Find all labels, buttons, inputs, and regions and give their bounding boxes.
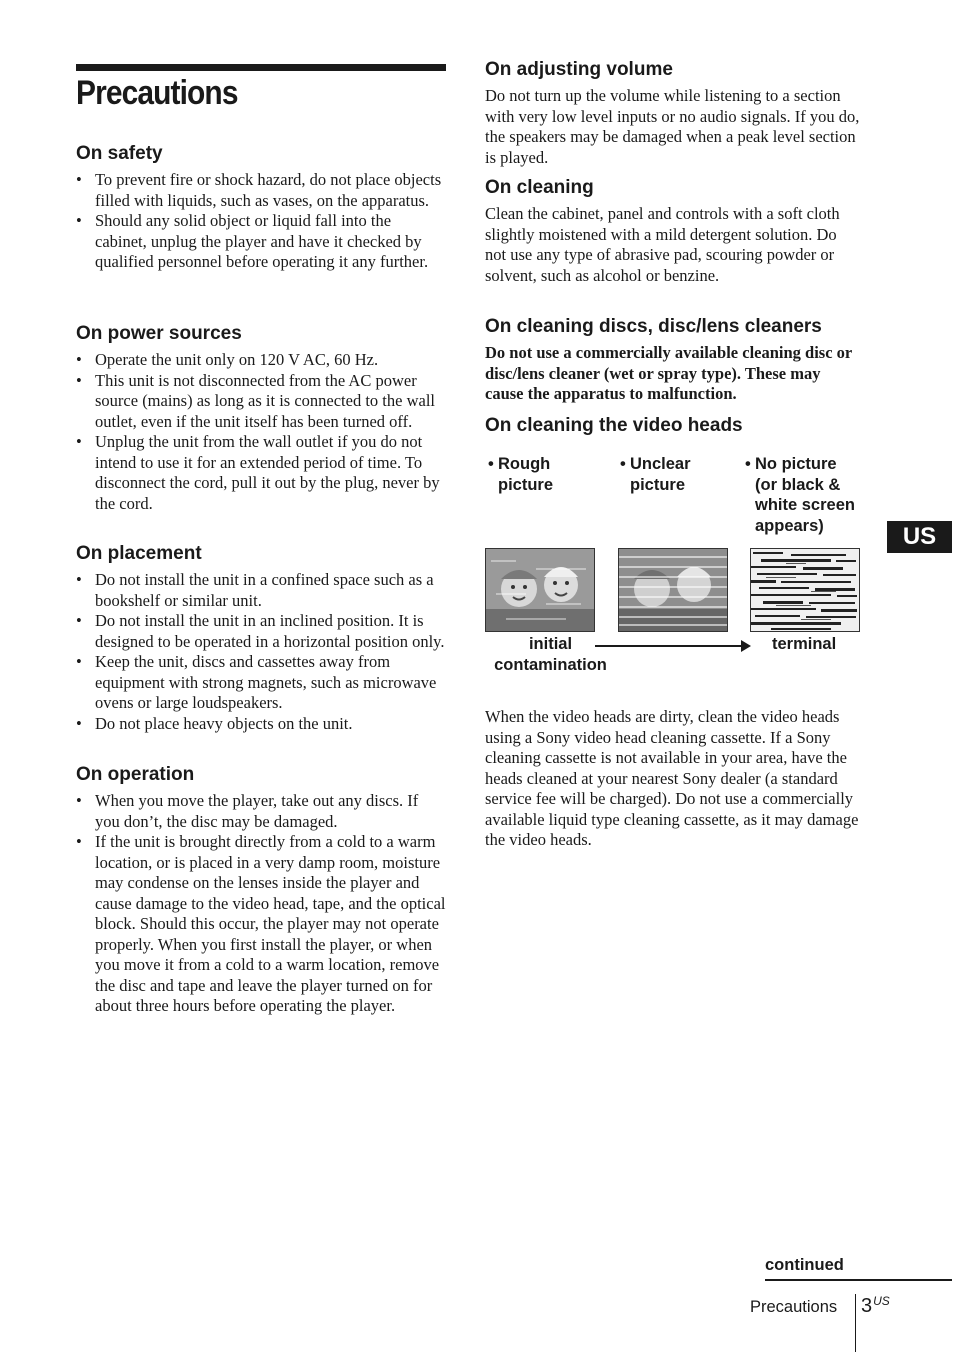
continued-label: continued (765, 1256, 844, 1274)
list-item: • This unit is not disconnected from the AC power source (mains) as long as it is connected to the wall outlet, even if the unit itself has been turned off. (76, 371, 446, 433)
label-terminal: terminal (772, 635, 837, 653)
section-operation (76, 763, 446, 1017)
video-head-figure (485, 452, 865, 682)
section-cleaning-discs (485, 315, 860, 405)
section-heading: On placement (76, 543, 202, 564)
section-power-sources (76, 322, 446, 514)
section-heading: On adjusting volume (485, 59, 673, 80)
list-item: • When you move the player, take out any discs. If you don’t, the disc may be damaged. (76, 791, 446, 832)
label-line: picture (630, 475, 686, 494)
progression-arrow (595, 645, 747, 647)
footer-section-label: Precautions (750, 1298, 838, 1316)
label-line: appears) (755, 516, 824, 535)
section-text: Clean the cabinet, panel and controls with a soft cloth slightly moistened with a mild detergent solution. Do not use any type of abrasive pad, scouring powder or solvent, such as alcohol or benzine. (485, 204, 840, 285)
page-number-suffix: US (873, 1294, 890, 1308)
list-item: • Do not install the unit in an inclined position. It is designed to be operated in a horizontal position only. (76, 611, 446, 652)
section-heading: On power sources (76, 323, 242, 344)
list-item: • Keep the unit, discs and cassettes away from equipment with strong magnets, such as microwave ovens or large loudspeakers. (76, 652, 446, 714)
continued-rule (765, 1279, 952, 1281)
label-line: picture (498, 475, 554, 494)
section-text: Do not turn up the volume while listening to a section with very low level inputs or no audio signals. If you do, the speakers may be damaged when a peak level section is played. (485, 86, 860, 167)
label-line: contamination (494, 655, 607, 674)
list-item: • Should any solid object or liquid fall into the cabinet, unplug the player and have it checked by qualified personnel before operating it any further. (76, 211, 446, 273)
footer-divider (855, 1294, 856, 1352)
list-item: • If the unit is brought directly from a cold to a warm location, or is placed in a very damp room, moisture may condense on the lenses inside the player and cause damage to the video head, tape, and the optical block. Should this occur, the player may not operate properly. When you first install the player, or when you move it from a cold to a warm location, remove the disc and tape and leave the player turned on for about three hours before operating the player. (76, 832, 446, 1017)
unclear-picture-image (618, 548, 728, 632)
section-safety (76, 142, 446, 273)
label-line: Unclear (630, 455, 691, 473)
list-item: • Operate the unit only on 120 V AC, 60 Hz. (76, 350, 446, 371)
label-rough-picture: • Rough picture (488, 455, 554, 494)
section-text: When the video heads are dirty, clean the video heads using a Sony video head cleaning cassette. If a Sony cleaning cassette is not available in your area, have the heads cleaned at your nearest Sony dealer (a standard service fee will be charged). Do not use a commercially available liquid type cleaning cassette, as it may damage the video heads. (485, 707, 859, 849)
title-rule (76, 64, 446, 71)
list-item: • Unplug the unit from the wall outlet if you do not intend to use it for an extended period of time. To disconnect the cord, pull it out by the plug, never by the cord. (76, 432, 446, 514)
section-heading: On operation (76, 764, 195, 785)
label-initial-contamination (488, 634, 613, 675)
label-unclear-picture: • Unclear picture (620, 455, 691, 494)
label-line: No picture (755, 455, 837, 473)
section-video-heads-text (485, 707, 860, 851)
section-heading: On cleaning discs, disc/lens cleaners (485, 316, 822, 337)
list-item: • Do not install the unit in a confined space such as a bookshelf or similar unit. (76, 570, 446, 611)
list-item: • Do not place heavy objects on the unit. (76, 714, 446, 735)
no-picture-image (750, 548, 860, 632)
page-title: Precautions (76, 74, 238, 112)
page-number-value: 3 (861, 1295, 873, 1317)
page-number (861, 1294, 890, 1318)
label-line: initial (528, 635, 573, 653)
arrow-head-icon (741, 640, 751, 652)
section-heading: On cleaning the video heads (485, 415, 743, 436)
section-volume (485, 58, 860, 168)
label-line: (or black & (755, 475, 841, 494)
list-item: • To prevent fire or shock hazard, do not place objects filled with liquids, such as vases, on the apparatus. (76, 170, 446, 211)
section-cleaning (485, 176, 860, 286)
section-heading: On cleaning (485, 177, 594, 198)
section-video-heads (485, 414, 860, 442)
warning-text: Do not use a commercially available cleaning disc or disc/lens cleaner (wet or spray type). These may cause the apparatus to malfunction. (485, 343, 852, 403)
rough-picture-image (485, 548, 595, 632)
language-tab: US (887, 521, 952, 553)
label-line: white screen (755, 496, 855, 514)
section-placement (76, 542, 446, 734)
label-line: Rough (498, 455, 551, 473)
section-heading: On safety (76, 143, 163, 164)
label-no-picture: • No picture (or black & white screen appears) (745, 455, 855, 535)
